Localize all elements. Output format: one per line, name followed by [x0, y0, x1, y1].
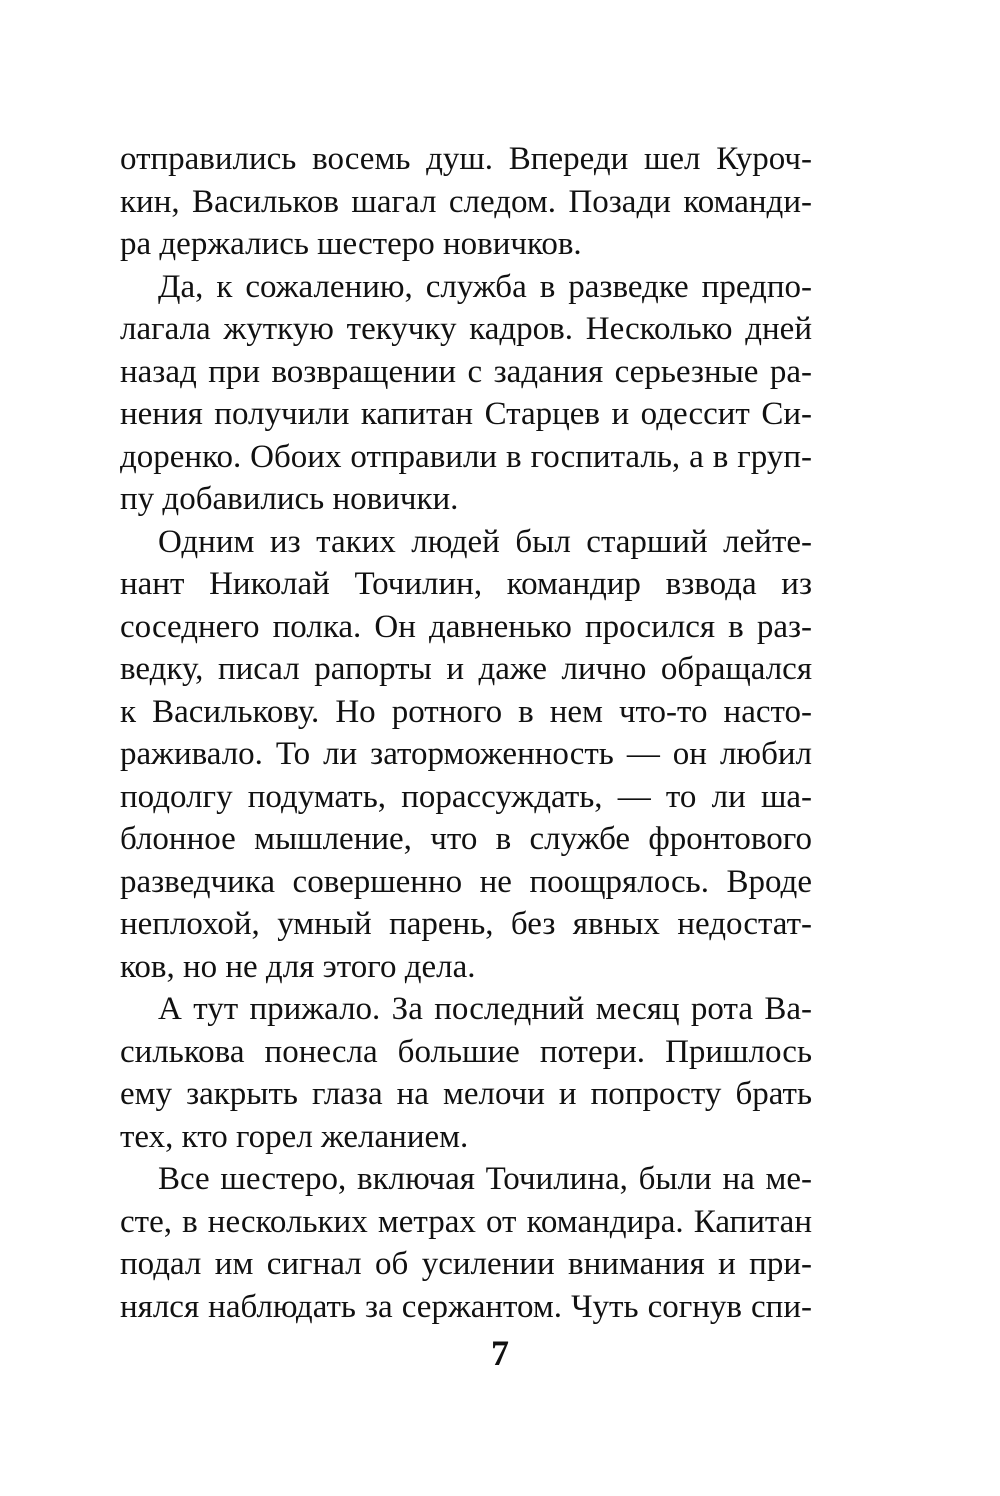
text-line: силькова понесла большие потери. Пришлось: [120, 1033, 812, 1070]
paragraph: [120, 138, 812, 266]
text-line: Все шестеро, включая Точилина, были на ме-: [158, 1161, 812, 1197]
text-line: ра держались шестеро новичков.: [120, 226, 582, 262]
text-line: Да, к сожалению, служба в разведке предпо-: [158, 268, 812, 305]
text-line: доренко. Обоих отправили в госпиталь, а в груп-: [120, 438, 812, 475]
text-line: ему закрыть глаза на мелочи и попросту брать: [120, 1076, 812, 1112]
text-line: неплохой, умный парень, без явных недостат-: [120, 906, 812, 942]
text-line: к Василькову. Но ротного в нем что-то насто-: [120, 693, 812, 730]
paragraph: [120, 1158, 812, 1328]
text-line: Одним из таких людей был старший лейте-: [158, 523, 812, 560]
text-line: раживало. То ли заторможенность — он любил: [120, 736, 812, 772]
text-line: блонное мышление, что в службе фронтового: [120, 821, 812, 857]
text-line: подолгу подумать, порассуждать, — то ли ша-: [120, 778, 812, 815]
text-line: ков, но не для этого дела.: [120, 948, 476, 985]
text-line: тех, кто горел желанием.: [120, 1118, 469, 1155]
text-line: нант Николай Точилин, командир взвода из: [120, 566, 812, 602]
text-line: разведчика совершенно не поощрялось. Вроде: [120, 863, 812, 900]
text-line: нялся наблюдать за сержантом. Чуть согнув спи-: [120, 1288, 812, 1325]
text-line: А тут прижало. За последний месяц рота Ва-: [158, 991, 812, 1027]
text-line: пу добавились новички.: [120, 481, 459, 517]
text-line: сте, в нескольких метрах от командира. Капитан: [120, 1203, 812, 1240]
text-line: отправились восемь душ. Впереди шел Куроч-: [120, 141, 812, 177]
text-line: ведку, писал рапорты и даже лично обращался: [120, 651, 812, 687]
paragraph: [120, 521, 812, 989]
body-text: [120, 138, 812, 1328]
text-line: назад при возвращении с задания серьезные ра-: [120, 353, 812, 390]
paragraph: [120, 266, 812, 521]
text-line: лагала жуткую текучку кадров. Несколько дней: [120, 311, 812, 347]
text-line: подал им сигнал об усилении внимания и при-: [120, 1246, 812, 1282]
text-line: кин, Васильков шагал следом. Позади команди-: [120, 183, 812, 220]
page-number: 7: [491, 1333, 509, 1373]
text-line: соседнего полка. Он давненько просился в раз-: [120, 608, 812, 645]
paragraph: [120, 988, 812, 1158]
text-line: нения получили капитан Старцев и одессит Си-: [120, 396, 812, 432]
